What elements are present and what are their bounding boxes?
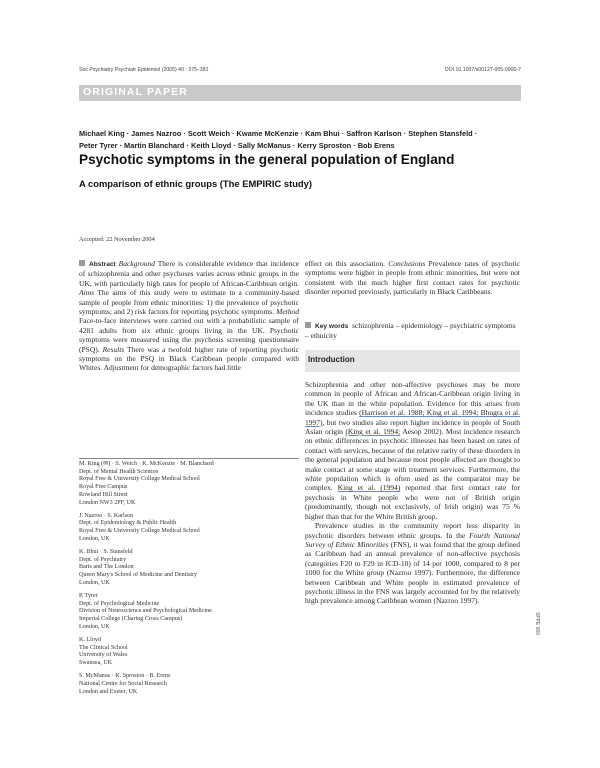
article-type-banner xyxy=(79,85,521,101)
affiliation-block xyxy=(79,513,299,544)
citation-link[interactable]: (King et al. 1994; xyxy=(345,427,401,437)
doi: DOI 10.1007/s00127-005-0900-7 xyxy=(444,67,521,73)
affiliation-block xyxy=(79,549,299,588)
background-label: Background xyxy=(118,259,155,268)
affiliation-line: J. Nazroo · S. Karlson xyxy=(79,512,134,519)
introduction-paragraph xyxy=(305,380,520,521)
paragraph-text: Schizophrenia and other non-affective psychoses may be more common in people of African and African-Caribbean origin living in the UK than in the white population. Evidence for this arises from incidence studies xyxy=(305,380,520,418)
survey-name: Fourth National Survey of Ethnic Minorities xyxy=(305,530,520,549)
affiliation-line: Dept. of Psychological Medicine xyxy=(79,600,160,607)
affiliation-line: London, UK xyxy=(79,623,110,630)
affiliation-block xyxy=(79,461,299,507)
background-text: There is considerable evidence that incidence of schizophrenia and other psychoses varies across ethnic groups in the UK, with particularly high rates for people of African-Caribbean origin. xyxy=(79,259,299,288)
results-text-continued: effect on this association. xyxy=(305,259,385,268)
paragraph-text: (FNS), it was found that the group defined as Caribbean had an annual prevalence of non-affective psychosis (categories F20 to F29 in ICD-10) of 14 per 1000, compared to 8 per 1000 for the White group (Nazroo 1997). Furthermore, the difference between Caribbean and White people in estimated prevalence of psychotic illness in the FNS was largely accounted for by the relatively high prevalence among Caribbean women (Nazroo 1997). xyxy=(305,539,521,606)
side-code: SPPE 900 xyxy=(534,612,540,636)
article-type-label: ORIGINAL PAPER xyxy=(83,86,188,98)
affiliation-block xyxy=(79,593,299,632)
introduction-heading: Introduction xyxy=(308,355,355,364)
conclusions-label: Conclusions xyxy=(388,259,426,268)
paragraph-text: Prevalence studies in the community report less disparity in psychotic disorders between ethnic groups. In the xyxy=(305,521,520,540)
affiliation-block xyxy=(79,637,299,668)
affiliation-line: Rowland Hill Street xyxy=(79,491,128,498)
affiliation-line: Division of Neuroscience and Psychological Medicine xyxy=(79,608,212,615)
abstract-continuation xyxy=(305,259,520,297)
paper-title: Psychotic symptoms in the general population of England xyxy=(79,152,455,167)
affiliation-line: National Centre for Social Research xyxy=(79,681,167,688)
keywords xyxy=(305,321,520,341)
affiliation-line: Royal Free & University College Medical School xyxy=(79,476,200,483)
accepted-date: Accepted: 22 November 2004 xyxy=(79,236,155,243)
affiliation-line: London and Exeter, UK xyxy=(79,688,138,695)
affiliation-line: S. McManus · K. Sproston · B. Erens xyxy=(79,673,171,680)
affiliation-line: Dept. of Epidemiology & Public Health xyxy=(79,520,177,527)
introduction-paragraph xyxy=(305,521,520,606)
affiliation-line: M. King (✉) · S. Weich · K. McKenzie · M. Blanchard xyxy=(79,461,214,467)
square-bullet-icon xyxy=(305,322,311,328)
aims-text: The aims of this study were to estimate in a community-based sample of people from ethnic minorities: 1) the prevalence of psychotic symptoms; and 2) risk factors for reporting psychotic symptoms. xyxy=(79,288,299,317)
method-text: Face-to-face interviews were carried out with a probabilistic sample of 4281 adults from six ethnic groups living in the UK. Psychotic symptoms were measured using the psychosis screening questionnaire (PSQ). xyxy=(79,316,299,354)
author-list xyxy=(79,128,529,151)
method-label: Method xyxy=(276,307,299,317)
affiliation-block xyxy=(79,673,299,696)
journal-reference: Soc Psychiatry Psychiatr Epidemiol (2005) 40 : 375–381 xyxy=(79,67,209,73)
results-text: There was a twofold higher rate of reporting psychotic symptoms on the PSQ in Black Caribbean people compared with Whites. Adjustment for demographic factors had little xyxy=(79,344,299,373)
keywords-label: Key words xyxy=(315,323,349,330)
results-label: Results xyxy=(102,344,125,354)
affiliations xyxy=(79,461,299,702)
affiliation-divider xyxy=(79,458,299,459)
affiliation-line: London NW3 2PF, UK xyxy=(79,499,136,506)
affiliation-line: Dept. of Mental Health Sciences xyxy=(79,468,159,475)
affiliation-line: University of Wales xyxy=(79,652,128,659)
paragraph-text: , but two studies also report higher incidence in people of South Asian origin xyxy=(305,417,520,437)
introduction-body xyxy=(305,380,520,606)
affiliation-line: The Clinical School xyxy=(79,644,128,651)
paper-subtitle: A comparison of ethnic groups (The EMPIRIC study) xyxy=(79,178,312,189)
introduction-heading-bar xyxy=(305,350,520,372)
aims-label: Aims xyxy=(79,288,94,298)
affiliation-line: P. Tyrer xyxy=(79,593,98,600)
affiliation-line: Barts and The London xyxy=(79,564,134,571)
affiliation-line: London, UK xyxy=(79,579,110,586)
affiliation-line: London, UK xyxy=(79,535,110,542)
paragraph-text: Aesop 2002). Most incidence research on ethnic differences in psychotic illnesses has been based on rates of contact with services, because of the relative rarity of these disorders in the general population and because most people affected are thought to make contact at some stage with treatment services. Furthermore, the white population which is often used as the comparator may be complex. xyxy=(305,427,521,493)
affiliation-line: Swansea, UK xyxy=(79,660,113,667)
affiliation-line: Queen Mary's School of Medicine and Dentistry xyxy=(79,572,198,579)
affiliation-line: K. Bhui · S. Stansfeld xyxy=(79,549,133,556)
square-bullet-icon xyxy=(79,260,85,266)
affiliation-line: K. Lloyd xyxy=(79,637,102,644)
abstract-label: Abstract xyxy=(89,261,116,268)
citation-link[interactable]: (Harrison et al. 1988; King et al. 1994; Bhugra et al. 1997) xyxy=(305,408,521,427)
abstract xyxy=(79,259,299,373)
citation-link[interactable]: King et al. (1994) xyxy=(337,483,401,493)
affiliation-line: Royal Free & University College Medical School xyxy=(79,528,200,535)
author-line: Peter Tyrer · Martin Blanchard · Keith Lloyd · Sally McManus · Kerry Sproston · Bob Erens xyxy=(79,140,395,150)
author-line: Michael King · James Nazroo · Scott Weich · Kwame McKenzie · Kam Bhui · Saffron Karlson · Stephen Stansfeld · xyxy=(79,129,478,138)
conclusions-text: Prevalence rates of psychotic symptoms were higher in people from ethnic minorities, but were not consistent with the much higher first contact rates for psychotic disorder reported previously, particularly in Black Caribbeans. xyxy=(305,259,521,297)
affiliation-line: Royal Free Campus xyxy=(79,484,128,491)
paragraph-text: reported that first contact rate for psychosis in White people who were not of British origin (predominantly, though not exclusively, of Irish origin) was 75 % higher than that for the White British group. xyxy=(305,483,521,521)
affiliation-line: Imperial College (Charing Cross Campus) xyxy=(79,616,183,623)
affiliation-line: Dept. of Psychiatry xyxy=(79,556,127,563)
keywords-text: schizophrenia – epidemiology – psychiatric symptoms – ethnicity xyxy=(305,321,516,341)
